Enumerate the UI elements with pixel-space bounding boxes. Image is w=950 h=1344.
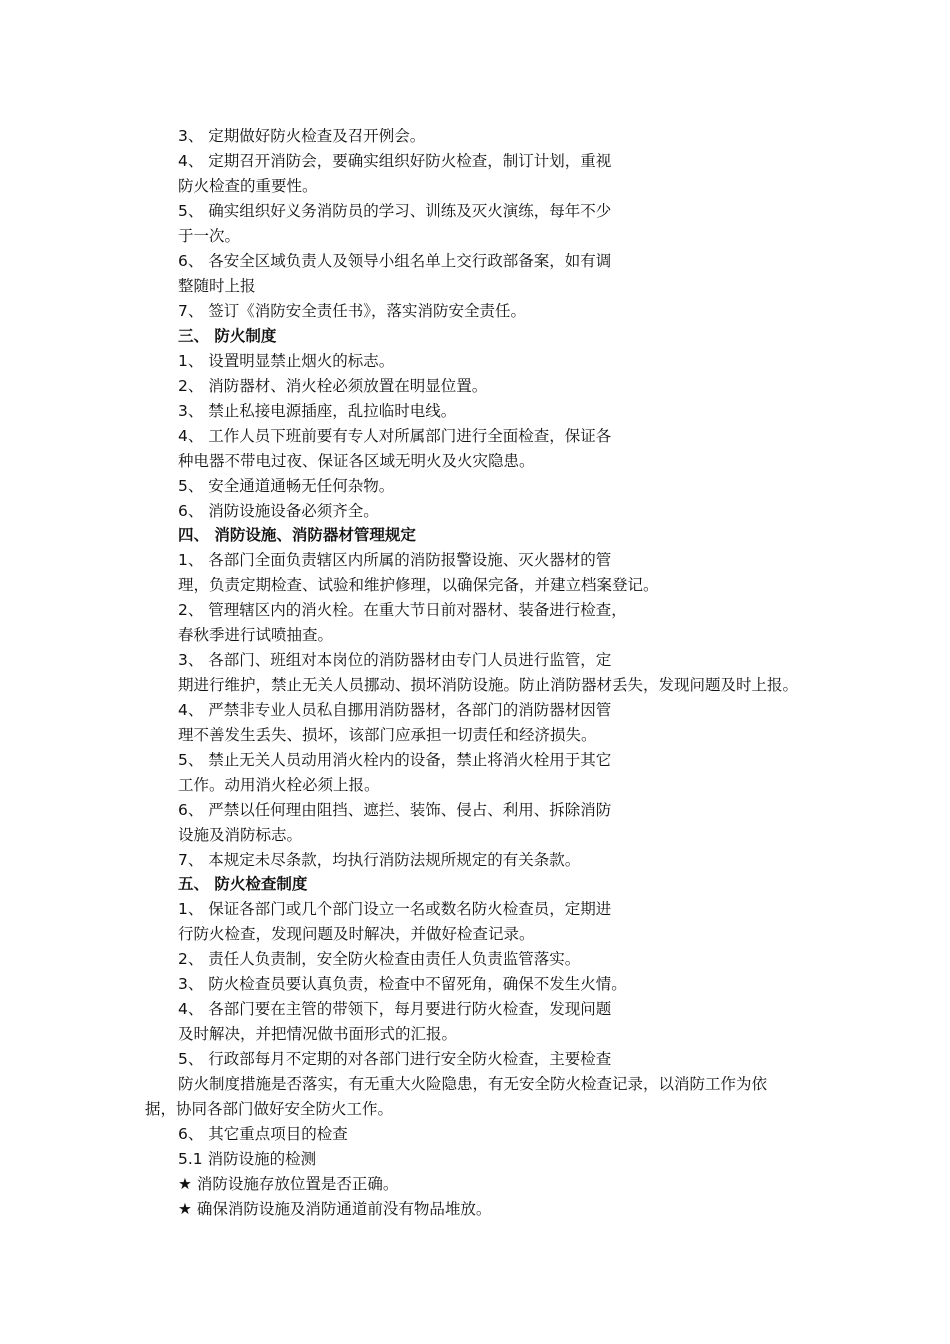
text-line: 6、 消防设施设备必须齐全。	[178, 502, 379, 520]
text-line: 期进行维护，禁止无关人员挪动、损坏消防设施。防止消防器材丢失，发现问题及时上报。	[178, 676, 799, 694]
text-line: 5、 确实组织好义务消防员的学习、训练及灭火演练，每年不少	[178, 202, 612, 220]
text-line: 2、 消防器材、消火栓必须放置在明显位置。	[178, 377, 488, 395]
text-line: 及时解决，并把情况做书面形式的汇报。	[178, 1025, 458, 1043]
text-line: 6、 其它重点项目的检查	[178, 1125, 348, 1143]
text-line: 5.1 消防设施的检测	[178, 1150, 317, 1168]
text-line: 工作。动用消火栓必须上报。	[178, 776, 380, 794]
text-line: 5、 安全通道通畅无任何杂物。	[178, 477, 395, 495]
text-line: 4、 工作人员下班前要有专人对所属部门进行全面检查，保证各	[178, 427, 612, 445]
text-line: 3、 各部门、班组对本岗位的消防器材由专门人员进行监管，定	[178, 651, 612, 669]
text-line: 整随时上报	[178, 277, 256, 295]
section-heading: 四、 消防设施、消防器材管理规定	[178, 526, 416, 544]
text-line: 理不善发生丢失、损坏，该部门应承担一切责任和经济损失。	[178, 726, 597, 744]
bullet-line: ★ 消防设施存放位置是否正确。	[178, 1175, 399, 1193]
text-line: 7、 本规定未尽条款，均执行消防法规所规定的有关条款。	[178, 851, 581, 869]
text-line: 5、 行政部每月不定期的对各部门进行安全防火检查，主要检查	[178, 1050, 612, 1068]
text-line: 据，协同各部门做好安全防火工作。	[145, 1100, 394, 1118]
text-line: 7、 签订《消防安全责任书》，落实消防安全责任。	[178, 302, 527, 320]
text-line: 1、 各部门全面负责辖区内所属的消防报警设施、灭火器材的管	[178, 551, 612, 569]
text-line: 于一次。	[178, 227, 241, 245]
text-line: 3、 禁止私接电源插座，乱拉临时电线。	[178, 402, 457, 420]
text-line: 行防火检查，发现问题及时解决，并做好检查记录。	[178, 925, 535, 943]
text-line: 6、 严禁以任何理由阻挡、遮拦、装饰、侵占、利用、拆除消防	[178, 801, 612, 819]
text-line: 防火检查的重要性。	[178, 177, 318, 195]
text-line: 理，负责定期检查、试验和维护修理，以确保完备，并建立档案登记。	[178, 576, 659, 594]
bullet-line: ★ 确保消防设施及消防通道前没有物品堆放。	[178, 1200, 492, 1218]
text-line: 1、 保证各部门或几个部门设立一名或数名防火检查员，定期进	[178, 900, 612, 918]
text-line: 春秋季进行试喷抽查。	[178, 626, 334, 644]
text-line: 4、 定期召开消防会，要确实组织好防火检查，制订计划，重视	[178, 152, 612, 170]
text-line: 1、 设置明显禁止烟火的标志。	[178, 352, 395, 370]
text-line: 2、 管理辖区内的消火栓。在重大节日前对器材、装备进行检查，	[178, 601, 627, 619]
text-line: 防火制度措施是否落实，有无重大火险隐患，有无安全防火检查记录，以消防工作为依	[178, 1075, 768, 1093]
text-line: 4、 严禁非专业人员私自挪用消防器材，各部门的消防器材因管	[178, 701, 612, 719]
text-line: 2、 责任人负责制，安全防火检查由责任人负责监管落实。	[178, 950, 581, 968]
text-line: 3、 定期做好防火检查及召开例会。	[178, 127, 426, 145]
text-line: 4、 各部门要在主管的带领下，每月要进行防火检查，发现问题	[178, 1000, 612, 1018]
text-line: 6、 各安全区域负责人及领导小组名单上交行政部备案，如有调	[178, 252, 612, 270]
section-heading: 五、 防火检查制度	[178, 875, 308, 893]
text-line: 5、 禁止无关人员动用消火栓内的设备，禁止将消火栓用于其它	[178, 751, 612, 769]
section-heading: 三、 防火制度	[178, 327, 277, 345]
text-line: 3、 防火检查员要认真负责，检查中不留死角，确保不发生火情。	[178, 975, 627, 993]
text-line: 设施及消防标志。	[178, 826, 303, 844]
text-line: 种电器不带电过夜、保证各区域无明火及火灾隐患。	[178, 452, 535, 470]
